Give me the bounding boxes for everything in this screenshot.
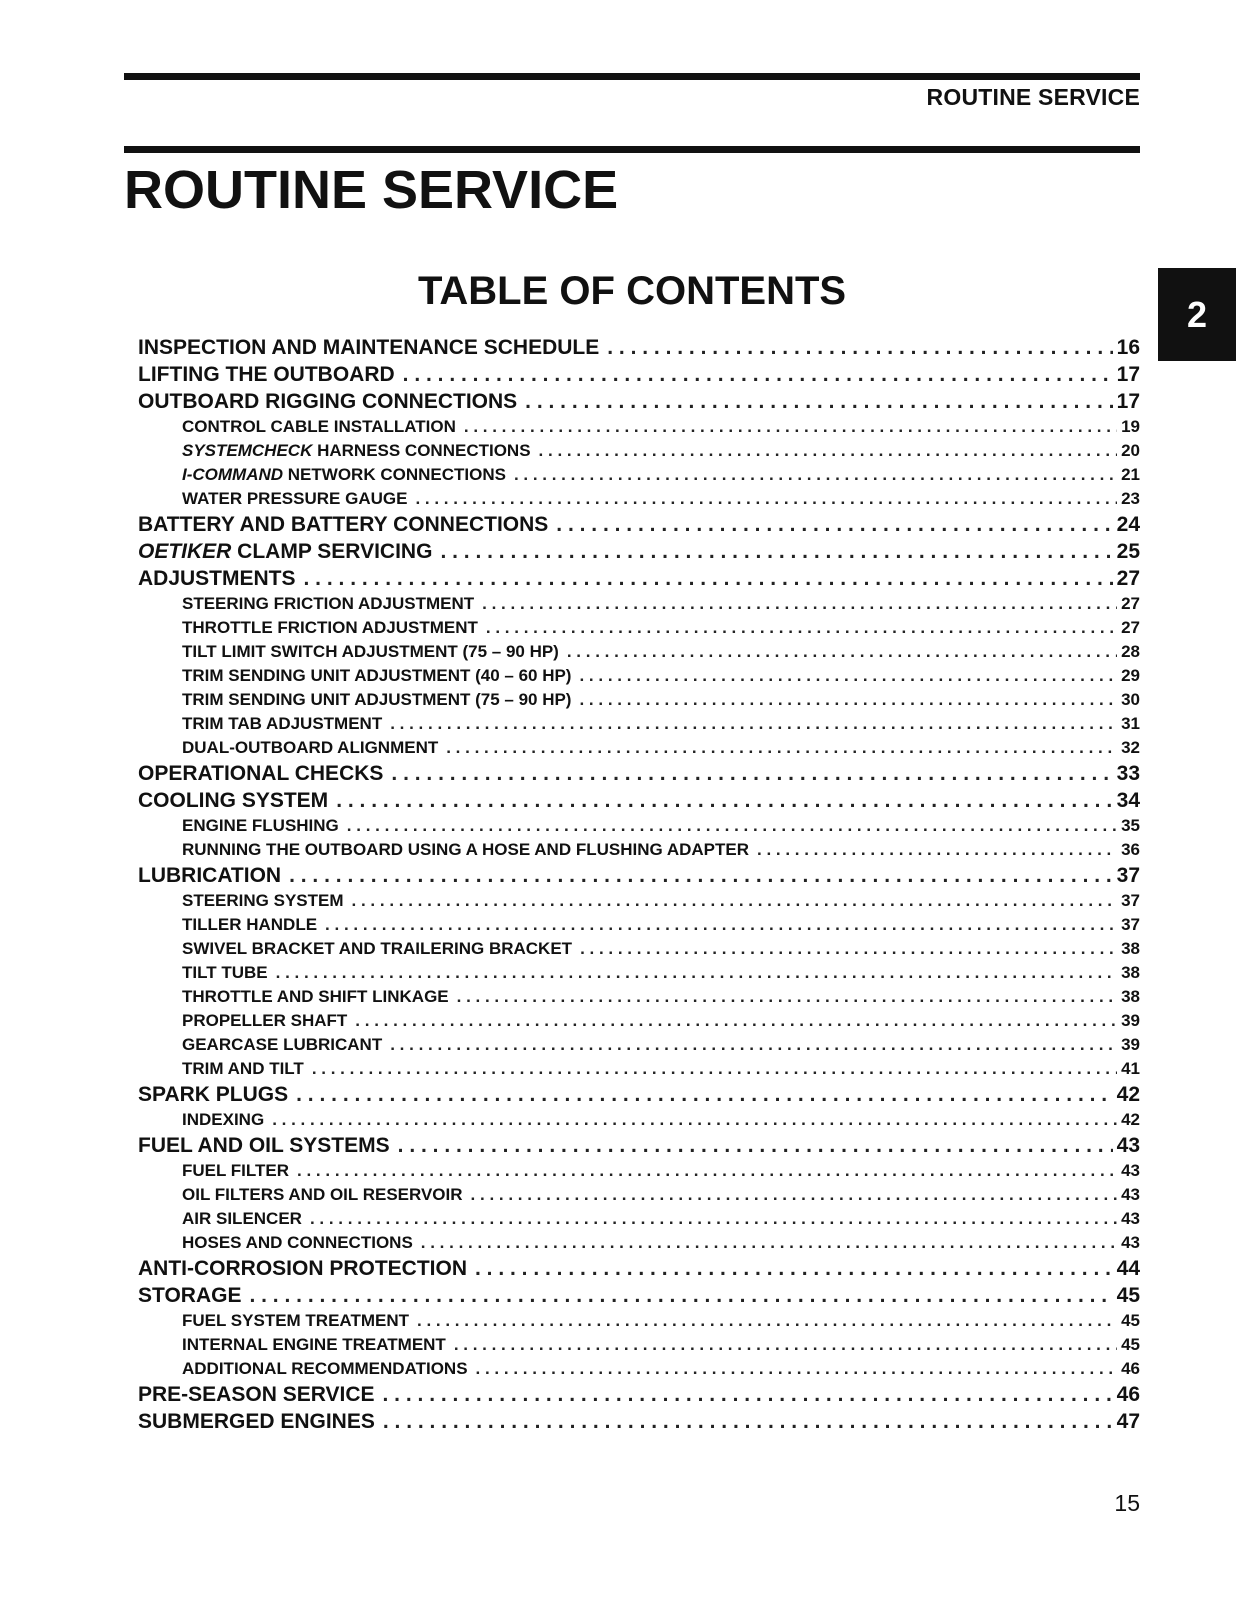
- toc-entry-title-text: LIFTING THE OUTBOARD: [138, 363, 395, 386]
- toc-entry-title-text: ENGINE FLUSHING: [182, 816, 339, 835]
- toc-entry-page-number: 45: [1121, 1311, 1140, 1330]
- table-of-contents: [138, 334, 1140, 1435]
- toc-entry-title-text: ADDITIONAL RECOMMENDATIONS: [182, 1359, 468, 1378]
- toc-dot-leader: [514, 463, 1117, 487]
- toc-subentry[interactable]: [138, 640, 1140, 664]
- toc-entry-page-number: 37: [1116, 864, 1140, 887]
- toc-entry-page-number: 43: [1121, 1233, 1140, 1252]
- toc-subentry[interactable]: [138, 961, 1140, 985]
- toc-entry-title: [182, 961, 268, 985]
- toc-dot-leader: [272, 1108, 1117, 1132]
- toc-dot-leader: [471, 1183, 1118, 1207]
- toc-entry-title-text: OIL FILTERS AND OIL RESERVOIR: [182, 1185, 463, 1204]
- toc-entry-title: [182, 1033, 382, 1057]
- toc-entry-page-number: 35: [1121, 816, 1140, 835]
- toc-entry-title-text: STORAGE: [138, 1284, 242, 1307]
- toc-entry[interactable]: [138, 511, 1140, 538]
- toc-dot-leader: [567, 640, 1117, 664]
- toc-entry-title-text: TILLER HANDLE: [182, 915, 318, 934]
- toc-dot-leader: [476, 1357, 1118, 1381]
- toc-entry-page-number: 23: [1121, 489, 1140, 508]
- toc-entry-title: [138, 1255, 467, 1282]
- toc-dot-leader: [556, 511, 1112, 538]
- toc-dot-leader: [579, 688, 1117, 712]
- toc-entry-page-number: 19: [1121, 417, 1140, 436]
- toc-entry-page-number: 39: [1121, 1011, 1140, 1030]
- toc-subentry[interactable]: [138, 439, 1140, 463]
- toc-entry-title-text: TILT TUBE: [182, 963, 268, 982]
- toc-dot-leader: [352, 889, 1118, 913]
- toc-entry-title: [182, 616, 478, 640]
- toc-dot-leader: [579, 664, 1117, 688]
- toc-entry-page-number: 43: [1121, 1161, 1140, 1180]
- toc-entry-page-number: 45: [1121, 1335, 1140, 1354]
- toc-entry[interactable]: [138, 361, 1140, 388]
- toc-dot-leader: [325, 913, 1117, 937]
- toc-entry-title: [182, 985, 449, 1009]
- toc-subentry[interactable]: [138, 838, 1140, 862]
- toc-entry-page-number: 47: [1116, 1410, 1140, 1433]
- toc-entry-title-text: THROTTLE AND SHIFT LINKAGE: [182, 987, 449, 1006]
- toc-entry-title-text: ANTI-CORROSION PROTECTION: [138, 1257, 467, 1280]
- toc-dot-leader: [457, 985, 1117, 1009]
- toc-entry-title-text: COOLING SYSTEM: [138, 789, 329, 812]
- toc-entry-title: [182, 1183, 463, 1207]
- toc-entry-title: [138, 511, 548, 538]
- toc-dot-leader: [355, 1009, 1117, 1033]
- toc-entry-title: [182, 415, 456, 439]
- toc-entry-title-text: PRE-SEASON SERVICE: [138, 1383, 375, 1406]
- toc-subentry[interactable]: [138, 1033, 1140, 1057]
- toc-entry-title-emphasis: SYSTEMCHECK: [182, 441, 313, 460]
- toc-dot-leader: [486, 616, 1117, 640]
- toc-subentry[interactable]: [138, 1183, 1140, 1207]
- toc-dot-leader: [403, 361, 1113, 388]
- toc-subentry[interactable]: [138, 937, 1140, 961]
- toc-entry-title: [182, 487, 407, 511]
- toc-entry-title: [138, 1081, 288, 1108]
- toc-entry-title-text: TRIM TAB ADJUSTMENT: [182, 714, 383, 733]
- toc-subentry[interactable]: [138, 487, 1140, 511]
- toc-subentry[interactable]: [138, 1231, 1140, 1255]
- toc-subentry[interactable]: [138, 415, 1140, 439]
- toc-dot-leader: [757, 838, 1117, 862]
- toc-entry-title-text: WATER PRESSURE GAUGE: [182, 489, 408, 508]
- toc-entry-title-text: HOSES AND CONNECTIONS: [182, 1233, 413, 1252]
- toc-entry-title-text: DUAL-OUTBOARD ALIGNMENT: [182, 738, 439, 757]
- toc-entry-title: [138, 361, 395, 388]
- toc-dot-leader: [475, 1255, 1113, 1282]
- toc-subentry[interactable]: [138, 889, 1140, 913]
- toc-entry-title-text: FUEL AND OIL SYSTEMS: [138, 1134, 390, 1157]
- toc-dot-leader: [454, 1333, 1117, 1357]
- toc-entry-title-emphasis: OETIKER: [138, 540, 232, 563]
- toc-entry-title: [138, 862, 281, 889]
- toc-entry-title-text: HARNESS CONNECTIONS: [312, 441, 531, 460]
- toc-heading: TABLE OF CONTENTS: [417, 269, 847, 313]
- toc-entry-title-text: RUNNING THE OUTBOARD USING A HOSE AND FLUSHING ADAPTER: [182, 840, 749, 859]
- toc-entry-title-text: INDEXING: [182, 1110, 265, 1129]
- toc-entry-title: [182, 712, 382, 736]
- toc-entry-title-text: CONTROL CABLE INSTALLATION: [182, 417, 456, 436]
- toc-dot-leader: [482, 592, 1117, 616]
- toc-entry[interactable]: [138, 787, 1140, 814]
- toc-dot-leader: [421, 1231, 1117, 1255]
- toc-entry-title: [182, 736, 438, 760]
- toc-entry-title: [182, 889, 344, 913]
- toc-dot-leader: [391, 760, 1112, 787]
- toc-entry-page-number: 45: [1116, 1284, 1140, 1307]
- toc-entry[interactable]: [138, 1381, 1140, 1408]
- toc-dot-leader: [607, 334, 1112, 361]
- toc-subentry[interactable]: [138, 664, 1140, 688]
- toc-entry-page-number: 34: [1116, 789, 1140, 812]
- toc-entry-title-text: SWIVEL BRACKET AND TRAILERING BRACKET: [182, 939, 573, 958]
- toc-entry-page-number: 38: [1121, 987, 1140, 1006]
- toc-dot-leader: [539, 439, 1118, 463]
- toc-subentry[interactable]: [138, 1357, 1140, 1381]
- toc-entry-page-number: 39: [1121, 1035, 1140, 1054]
- toc-subentry[interactable]: [138, 1009, 1140, 1033]
- toc-entry-title-text: TRIM AND TILT: [182, 1059, 304, 1078]
- toc-entry-title-text: OPERATIONAL CHECKS: [138, 762, 384, 785]
- toc-entry-page-number: 28: [1121, 642, 1140, 661]
- chapter-tab-number: 2: [1186, 293, 1208, 335]
- toc-entry-title: [182, 1159, 289, 1183]
- toc-entry-title-text: AIR SILENCER: [182, 1209, 302, 1228]
- toc-dot-leader: [440, 538, 1112, 565]
- toc-entry-title: [138, 1408, 375, 1435]
- toc-dot-leader: [383, 1408, 1113, 1435]
- toc-entry-page-number: 24: [1116, 513, 1140, 536]
- toc-entry-title-text: NETWORK CONNECTIONS: [283, 465, 506, 484]
- toc-dot-leader: [446, 736, 1117, 760]
- toc-entry-title-text: BATTERY AND BATTERY CONNECTIONS: [138, 513, 549, 536]
- toc-entry-title: [182, 463, 506, 487]
- toc-entry-title-text: LUBRICATION: [138, 864, 282, 887]
- toc-dot-leader: [297, 1159, 1117, 1183]
- toc-entry-title: [138, 334, 599, 361]
- toc-entry-title: [182, 439, 531, 463]
- toc-entry-page-number: 30: [1121, 690, 1140, 709]
- toc-entry-page-number: 27: [1116, 567, 1140, 590]
- toc-entry-page-number: 46: [1121, 1359, 1140, 1378]
- toc-entry-title-text: SUBMERGED ENGINES: [138, 1410, 375, 1433]
- toc-entry-title: [138, 1132, 390, 1159]
- toc-subentry[interactable]: [138, 913, 1140, 937]
- toc-entry-title: [138, 760, 383, 787]
- toc-entry-page-number: 25: [1116, 540, 1140, 563]
- toc-entry-title: [182, 664, 571, 688]
- toc-subentry[interactable]: [138, 1108, 1140, 1132]
- toc-entry[interactable]: [138, 760, 1140, 787]
- toc-entry-page-number: 37: [1121, 891, 1140, 910]
- toc-entry-page-number: 29: [1121, 666, 1140, 685]
- toc-dot-leader: [390, 712, 1117, 736]
- toc-entry-title: [182, 937, 572, 961]
- toc-dot-leader: [289, 862, 1113, 889]
- toc-entry-title: [182, 1057, 304, 1081]
- toc-entry-title: [182, 640, 559, 664]
- toc-entry-page-number: 33: [1116, 762, 1140, 785]
- toc-entry-title: [182, 1207, 302, 1231]
- toc-entry-title-text: INTERNAL ENGINE TREATMENT: [182, 1335, 446, 1354]
- toc-entry-page-number: 43: [1116, 1134, 1140, 1157]
- toc-entry-page-number: 27: [1121, 618, 1140, 637]
- toc-entry-title: [138, 565, 296, 592]
- toc-entry-title: [182, 1231, 413, 1255]
- toc-entry-title: [182, 1108, 264, 1132]
- toc-entry-title: [182, 814, 339, 838]
- toc-subentry[interactable]: [138, 463, 1140, 487]
- toc-dot-leader: [336, 787, 1112, 814]
- toc-dot-leader: [249, 1282, 1112, 1309]
- toc-entry-title: [182, 688, 571, 712]
- toc-entry-title: [182, 592, 474, 616]
- toc-entry-title-text: THROTTLE FRICTION ADJUSTMENT: [182, 618, 478, 637]
- toc-dot-leader: [580, 937, 1117, 961]
- toc-subentry[interactable]: [138, 616, 1140, 640]
- toc-dot-leader: [415, 487, 1117, 511]
- toc-entry-page-number: 31: [1121, 714, 1140, 733]
- running-header: ROUTINE SERVICE: [926, 84, 1140, 110]
- toc-entry[interactable]: [138, 334, 1140, 361]
- toc-entry-page-number: 42: [1116, 1083, 1140, 1106]
- toc-entry-title-text: STEERING FRICTION ADJUSTMENT: [182, 594, 475, 613]
- header-bottom-rule: [124, 146, 1140, 153]
- toc-entry-title: [182, 1309, 409, 1333]
- toc-entry-page-number: 43: [1121, 1185, 1140, 1204]
- toc-entry-page-number: 46: [1116, 1383, 1140, 1406]
- toc-entry-page-number: 44: [1116, 1257, 1140, 1280]
- toc-subentry[interactable]: [138, 814, 1140, 838]
- toc-dot-leader: [383, 1381, 1113, 1408]
- toc-subentry[interactable]: [138, 712, 1140, 736]
- toc-entry-title: [138, 538, 432, 565]
- toc-entry-title-text: SPARK PLUGS: [138, 1083, 289, 1106]
- toc-entry-title-text: TILT LIMIT SWITCH ADJUSTMENT (75 – 90 HP): [182, 642, 559, 661]
- toc-entry-title-text: STEERING SYSTEM: [182, 891, 344, 910]
- toc-dot-leader: [417, 1309, 1117, 1333]
- toc-subentry[interactable]: [138, 736, 1140, 760]
- toc-entry[interactable]: [138, 388, 1140, 415]
- toc-entry-title-text: GEARCASE LUBRICANT: [182, 1035, 383, 1054]
- toc-entry-page-number: 32: [1121, 738, 1140, 757]
- toc-entry-page-number: 41: [1121, 1059, 1140, 1078]
- toc-subentry[interactable]: [138, 1159, 1140, 1183]
- toc-entry-title-text: OUTBOARD RIGGING CONNECTIONS: [138, 390, 518, 413]
- toc-entry-title: [182, 1333, 446, 1357]
- toc-entry-title-text: PROPELLER SHAFT: [182, 1011, 348, 1030]
- toc-entry-title-text: INSPECTION AND MAINTENANCE SCHEDULE: [138, 336, 600, 359]
- toc-entry-page-number: 37: [1121, 915, 1140, 934]
- toc-entry-title-text: TRIM SENDING UNIT ADJUSTMENT (40 – 60 HP): [182, 666, 572, 685]
- toc-dot-leader: [296, 1081, 1113, 1108]
- toc-entry-title-text: FUEL SYSTEM TREATMENT: [182, 1311, 409, 1330]
- toc-subentry[interactable]: [138, 688, 1140, 712]
- toc-entry-page-number: 38: [1121, 939, 1140, 958]
- toc-subentry[interactable]: [138, 1309, 1140, 1333]
- toc-subentry[interactable]: [138, 1057, 1140, 1081]
- toc-entry[interactable]: [138, 1408, 1140, 1435]
- toc-entry-title: [182, 1009, 347, 1033]
- toc-dot-leader: [276, 961, 1117, 985]
- toc-entry-page-number: 43: [1121, 1209, 1140, 1228]
- toc-entry[interactable]: [138, 1255, 1140, 1282]
- toc-dot-leader: [312, 1057, 1117, 1081]
- toc-entry[interactable]: [138, 1081, 1140, 1108]
- toc-entry-page-number: 21: [1121, 465, 1140, 484]
- toc-subentry[interactable]: [138, 592, 1140, 616]
- toc-dot-leader: [525, 388, 1112, 415]
- toc-entry-title: [138, 1282, 241, 1309]
- toc-dot-leader: [304, 565, 1113, 592]
- toc-entry-title-emphasis: I-COMMAND: [182, 465, 284, 484]
- toc-entry-title: [138, 388, 517, 415]
- toc-entry-page-number: 17: [1116, 390, 1140, 413]
- chapter-title: ROUTINE SERVICE: [124, 160, 619, 220]
- toc-entry-title-text: FUEL FILTER: [182, 1161, 290, 1180]
- toc-dot-leader: [310, 1207, 1117, 1231]
- toc-entry-title: [182, 838, 749, 862]
- toc-entry-page-number: 27: [1121, 594, 1140, 613]
- toc-entry-title-text: CLAMP SERVICING: [231, 540, 433, 563]
- toc-entry[interactable]: [138, 1132, 1140, 1159]
- toc-entry-page-number: 38: [1121, 963, 1140, 982]
- toc-entry-page-number: 36: [1121, 840, 1140, 859]
- toc-entry-page-number: 17: [1116, 363, 1140, 386]
- toc-entry[interactable]: [138, 538, 1140, 565]
- toc-entry-page-number: 16: [1116, 336, 1140, 359]
- toc-entry[interactable]: [138, 565, 1140, 592]
- toc-entry-title-text: TRIM SENDING UNIT ADJUSTMENT (75 – 90 HP): [182, 690, 572, 709]
- toc-entry-title: [182, 1357, 468, 1381]
- toc-subentry[interactable]: [138, 1207, 1140, 1231]
- toc-entry-title: [138, 787, 328, 814]
- page-number: 15: [1114, 1490, 1140, 1516]
- toc-entry-title: [182, 913, 317, 937]
- toc-entry[interactable]: [138, 862, 1140, 889]
- toc-dot-leader: [398, 1132, 1113, 1159]
- toc-entry-page-number: 20: [1121, 441, 1140, 460]
- toc-entry-title: [138, 1381, 375, 1408]
- header-top-rule: [124, 73, 1140, 80]
- toc-dot-leader: [464, 415, 1117, 439]
- toc-entry-page-number: 42: [1121, 1110, 1140, 1129]
- toc-subentry[interactable]: [138, 1333, 1140, 1357]
- toc-dot-leader: [390, 1033, 1117, 1057]
- toc-entry-title-text: ADJUSTMENTS: [138, 567, 296, 590]
- toc-dot-leader: [347, 814, 1117, 838]
- toc-subentry[interactable]: [138, 985, 1140, 1009]
- toc-entry[interactable]: [138, 1282, 1140, 1309]
